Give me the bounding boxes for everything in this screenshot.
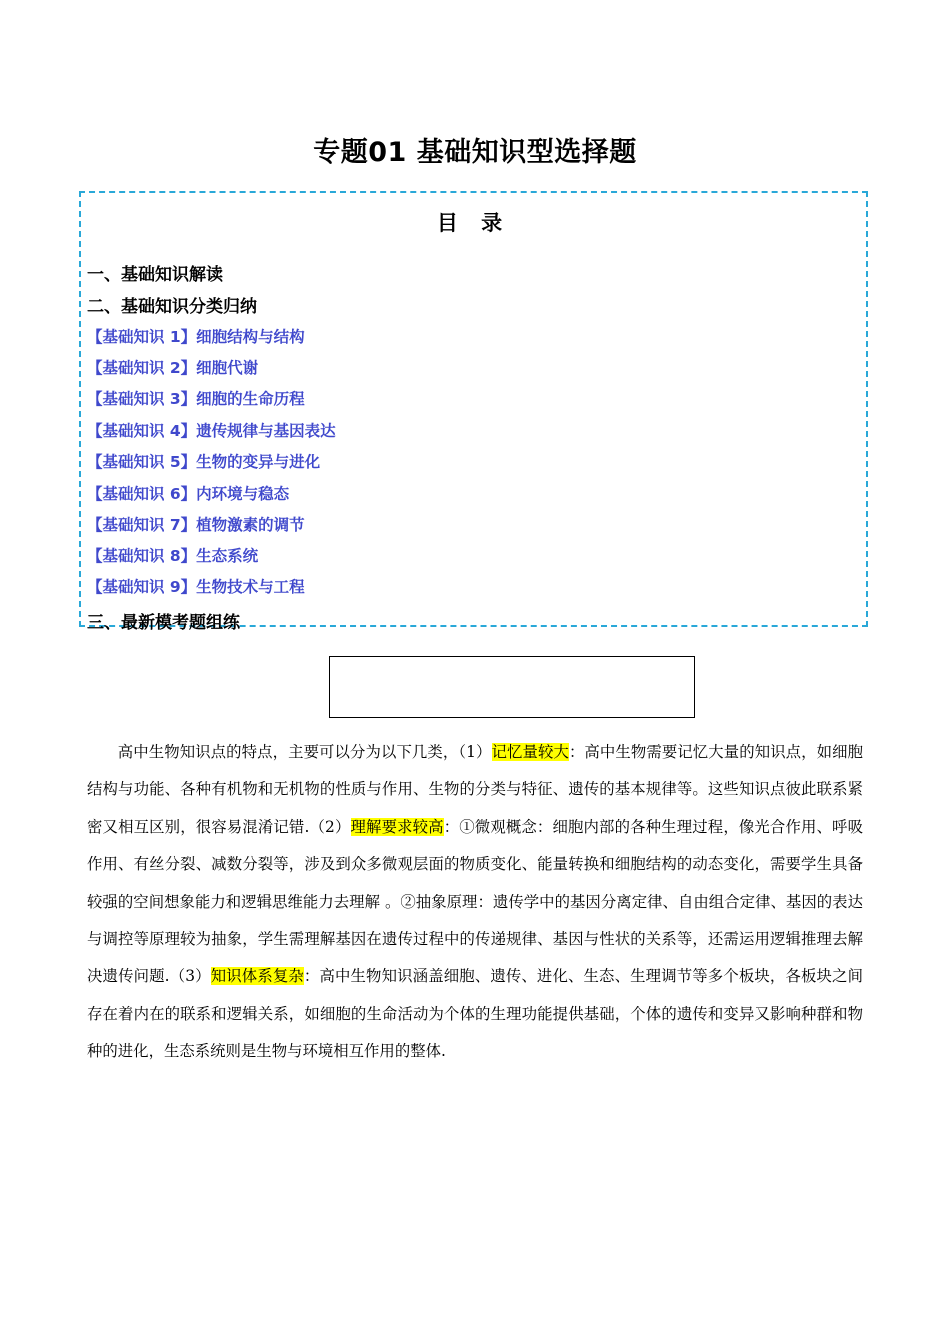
empty-frame: [329, 656, 695, 718]
table-of-contents: [79, 191, 868, 633]
toc-link[interactable]: 【基础知识 2】细胞代谢: [87, 359, 259, 377]
toc-link[interactable]: 【基础知识 4】遗传规律与基因表达: [87, 422, 336, 440]
toc-link[interactable]: 【基础知识 1】细胞结构与结构: [87, 328, 305, 346]
toc-section-heading: 二、基础知识分类归纳: [87, 297, 257, 317]
body-text-segment: 高中生物知识点的特点，主要可以分为以下几类，（1）: [117, 743, 492, 761]
toc-link[interactable]: 【基础知识 3】细胞的生命历程: [87, 390, 305, 408]
toc-link[interactable]: 【基础知识 5】生物的变异与进化: [87, 453, 321, 471]
highlighted-text: 理解要求较高: [350, 817, 444, 836]
document-title: 专题01 基础知识型选择题: [313, 137, 637, 168]
toc-section-heading: 三、最新模考题组练: [87, 613, 240, 633]
toc-link[interactable]: 【基础知识 6】内环境与稳态: [87, 485, 290, 503]
body-text-segment: ：高中生物知识涵盖细胞、遗传、进化、生态、生理调节等多个板块，各板块之间存在着内在的联系和逻辑关系，如细胞的生命活动为个体的生理功能提供基础，个体的遗传和变异又影响种群和物种的进化，生态系统则是生物与环境相互作用的整体.: [87, 967, 863, 1061]
toc-link[interactable]: 【基础知识 8】生态系统: [87, 547, 259, 565]
highlighted-text: 记忆量较大: [491, 743, 569, 761]
highlighted-text: 知识体系复杂: [210, 967, 304, 986]
toc-link[interactable]: 【基础知识 9】生物技术与工程: [87, 578, 305, 596]
body-text-segment: ：①微观概念：细胞内部的各种生理过程，像光合作用、呼吸作用、有丝分裂、减数分裂等，涉及到众多微观层面的物质变化、能量转换和细胞结构的动态变化，需要学生具备较强的空间想象能力和逻辑思维能力去理解 。②抽象原理：遗传学中的基因分离定律、自由组合定律、基因的表达与调控等原理较为抽象，学生需理解基因在遗传过程中的传递规律、基因与性状的关系等，还需运用逻辑推理去解决遗传问题.（3）: [87, 817, 863, 986]
body-text-segment: ：高中生物需要记忆大量的知识点，如细胞结构与功能、各种有机物和无机物的性质与作用、生物的分类与特征、遗传的基本规律等。这些知识点彼此联系紧密又相互区别，很容易混淆记错.（2）: [87, 743, 863, 836]
toc-section-heading: 一、基础知识解读: [87, 265, 223, 285]
body-paragraph: [87, 734, 863, 1071]
toc-link[interactable]: 【基础知识 7】植物激素的调节: [87, 516, 305, 534]
toc-heading: 目 录: [436, 211, 511, 235]
